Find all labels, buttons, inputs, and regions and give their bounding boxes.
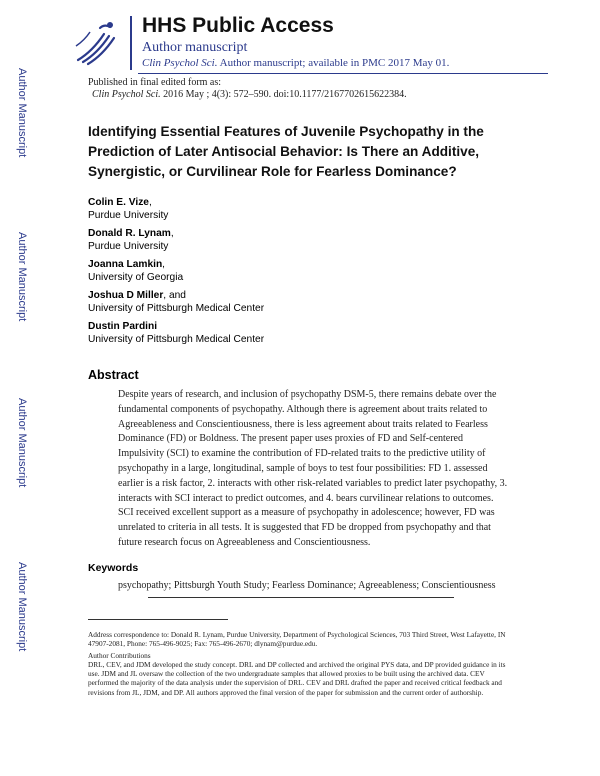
- publication-citation: [88, 89, 407, 101]
- author-entry: [88, 227, 488, 253]
- correspondence-note: Address correspondence to: Donald R. Lynam, Purdue University, Department of Psychological Sciences, 703 Third Street, West Lafayette, IN 47907-2081, Phone: 765-496-9025; Fax: 765-496-2670; dlynam@purdue.edu.: [88, 630, 506, 649]
- author-name: Donald R. Lynam: [88, 228, 171, 239]
- keywords-underline: [148, 597, 454, 598]
- author-affiliation: Purdue University: [88, 210, 169, 221]
- author-name: Colin E. Vize: [88, 197, 149, 208]
- author-separator: , and: [163, 290, 186, 301]
- publication-journal: Clin Psychol Sci.: [92, 89, 161, 100]
- header-citation: [142, 57, 449, 69]
- side-label-author-manuscript: Author Manuscript: [16, 68, 28, 158]
- abstract-heading: Abstract: [88, 368, 139, 382]
- author-separator: ,: [148, 197, 152, 208]
- author-entry: [88, 196, 488, 222]
- side-label-author-manuscript: Author Manuscript: [16, 398, 28, 488]
- keywords-heading: Keywords: [88, 562, 139, 574]
- side-label-author-manuscript: Author Manuscript: [16, 232, 28, 322]
- author-entry: [88, 320, 488, 346]
- abstract-text: Despite years of research, and inclusion of psychopathy DSM-5, there remains debate over the fundamental components of psychopathy. Although there is agreement about traits related to Agreeableness and Conscientiousness, there is less agreement about traits related to Fearless Dominance (FD) or Boldness. The present paper uses proxies of FD and Self-centered Impulsivity (SCI) to examine the contribution of FD-related traits to the predictive utility of psychopathy in a large, longitudinal, sample of boys to test four possibilities: FD 1. assessed earlier is a risk factor, 2. interacts with other risk-related variables to predict later psychopathy, 3. interacts with SCI interact to predict outcomes, and 4. bears curvilinear relations to outcomes. SCI received excellent support as a measure of psychopathy in adolescence; however, FD was unrelated to criteria in all tests. It is suggested that FD be dropped from psychopathy and that future research focus on Agreeableness and Conscientiousness.: [118, 389, 508, 548]
- paper-title: Identifying Essential Features of Juvenile Psychopathy in the Prediction of Later Antisocial Behavior: Is There an Additive, Synergistic, or Curvilinear Role for Fearless Dominance?: [88, 124, 484, 179]
- author-entry: [88, 258, 488, 284]
- author-list: [88, 196, 488, 351]
- footnotes: [88, 630, 508, 697]
- author-affiliation: University of Pittsburgh Medical Center: [88, 334, 265, 345]
- keywords-text: psychopathy; Pittsburgh Youth Study; Fearless Dominance; Agreeableness; Conscientiousness: [118, 580, 496, 591]
- author-entry: [88, 289, 488, 315]
- footnote-divider: [88, 619, 228, 620]
- author-separator: ,: [162, 259, 166, 270]
- header-divider: [130, 16, 132, 70]
- header-title: HHS Public Access: [142, 14, 334, 37]
- side-label-author-manuscript: Author Manuscript: [16, 562, 28, 652]
- author-name: Joanna Lamkin: [88, 259, 163, 270]
- header-subtitle: Author manuscript: [142, 40, 248, 55]
- hhs-header: [60, 12, 550, 74]
- header-underline: [138, 73, 548, 74]
- author-affiliation: Purdue University: [88, 241, 169, 252]
- header-citation-journal: Clin Psychol Sci.: [142, 57, 218, 69]
- publication-line: Published in final edited form as:: [88, 77, 222, 88]
- contributions-note: DRL, CEV, and JDM developed the study concept. DRL and DP collected and archived the original PYS data, and DP provided guidance in its use. JDM and JL oversaw the collection of the two undergraduate samples that allowed proxies to be built using the archived data. CEV performed the majority of the data analysis under the supervision of DRL. CEV and DRL drafted the paper and received critical feedback and revisions from JL, JDM, and DP. All authors approved the final version of the paper for submission and the current order of authorship.: [88, 659, 506, 697]
- contributions-heading: Author Contributions: [88, 650, 151, 660]
- publication-details: 2016 May ; 4(3): 572–590. doi:10.1177/2167702615622384.: [163, 89, 407, 100]
- author-separator: ,: [170, 228, 174, 239]
- author-name: Dustin Pardini: [88, 321, 158, 332]
- author-name: Joshua D Miller: [88, 290, 164, 301]
- author-affiliation: University of Georgia: [88, 272, 184, 283]
- author-affiliation: University of Pittsburgh Medical Center: [88, 303, 265, 314]
- hhs-eagle-logo-icon: [70, 16, 126, 68]
- publication-info: [88, 77, 407, 101]
- header-citation-text: Author manuscript; available in PMC 2017 May 01.: [219, 57, 450, 69]
